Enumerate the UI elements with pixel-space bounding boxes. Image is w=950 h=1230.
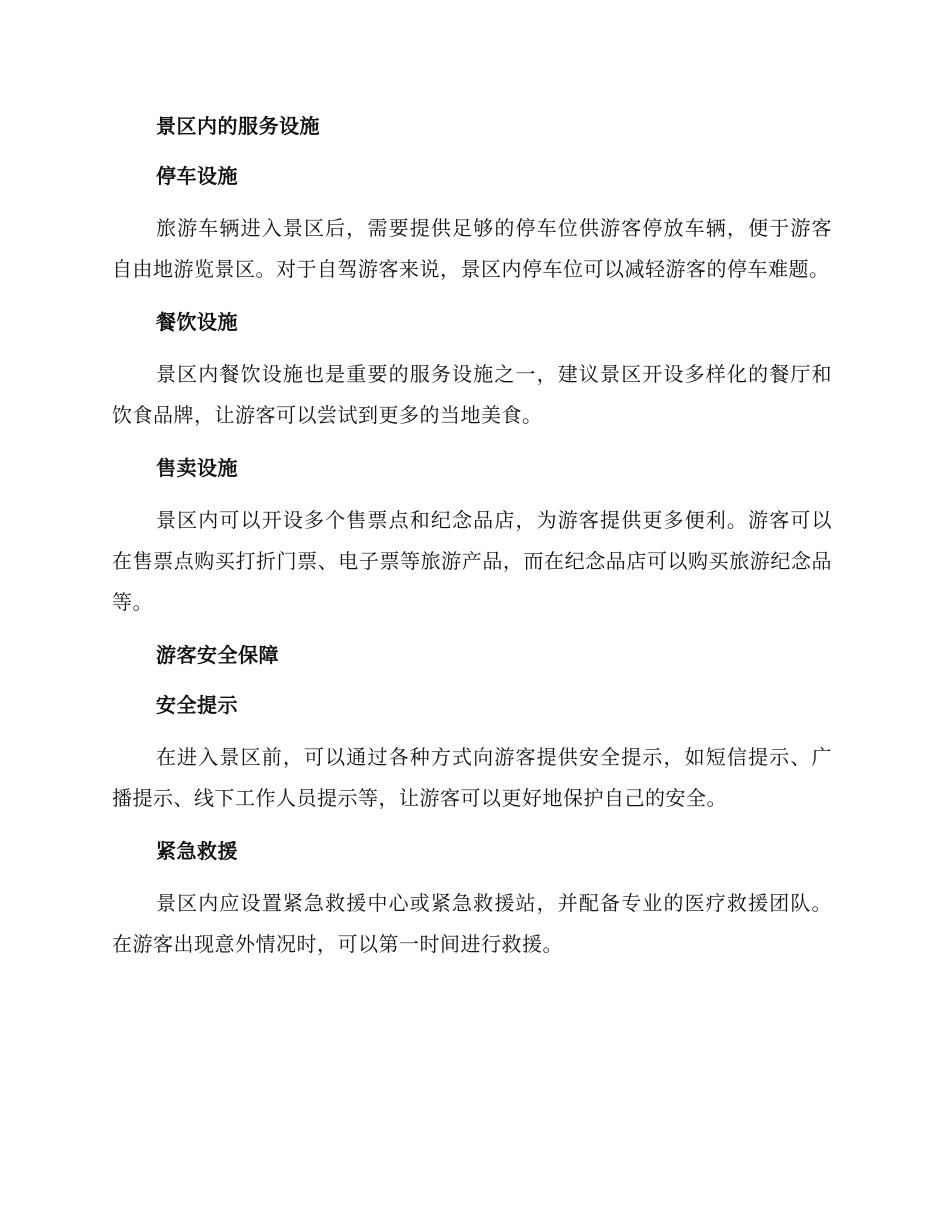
subheading-emergency-rescue: 紧急救援 xyxy=(156,839,238,863)
section-heading-service-facilities: 景区内的服务设施 xyxy=(156,114,320,138)
paragraph-dining: 景区内餐饮设施也是重要的服务设施之一，建议景区开设多样化的餐厅和饮食品牌，让游客可以尝试到更多的当地美食。 xyxy=(112,362,832,427)
paragraph-parking: 旅游车辆进入景区后，需要提供足够的停车位供游客停放车辆，便于游客自由地游览景区。对于自驾游客来说，景区内停车位可以减轻游客的停车难题。 xyxy=(112,216,832,281)
paragraph-sales: 景区内可以开设多个售票点和纪念品店，为游客提供更多便利。游客可以在售票点购买打折门票、电子票等旅游产品，而在纪念品店可以购买旅游纪念品等。 xyxy=(112,508,832,614)
subheading-sales: 售卖设施 xyxy=(156,456,238,480)
subheading-dining: 餐饮设施 xyxy=(156,310,238,334)
paragraph-safety-tips: 在进入景区前，可以通过各种方式向游客提供安全提示，如短信提示、广播提示、线下工作人员提示等，让游客可以更好地保护自己的安全。 xyxy=(112,745,832,810)
document-page xyxy=(112,108,832,979)
paragraph-emergency-rescue: 景区内应设置紧急救援中心或紧急救援站，并配备专业的医疗救援团队。在游客出现意外情况时，可以第一时间进行救援。 xyxy=(112,891,832,956)
subheading-safety-tips: 安全提示 xyxy=(156,693,238,717)
subheading-parking: 停车设施 xyxy=(156,164,238,188)
section-heading-visitor-safety: 游客安全保障 xyxy=(156,643,279,667)
